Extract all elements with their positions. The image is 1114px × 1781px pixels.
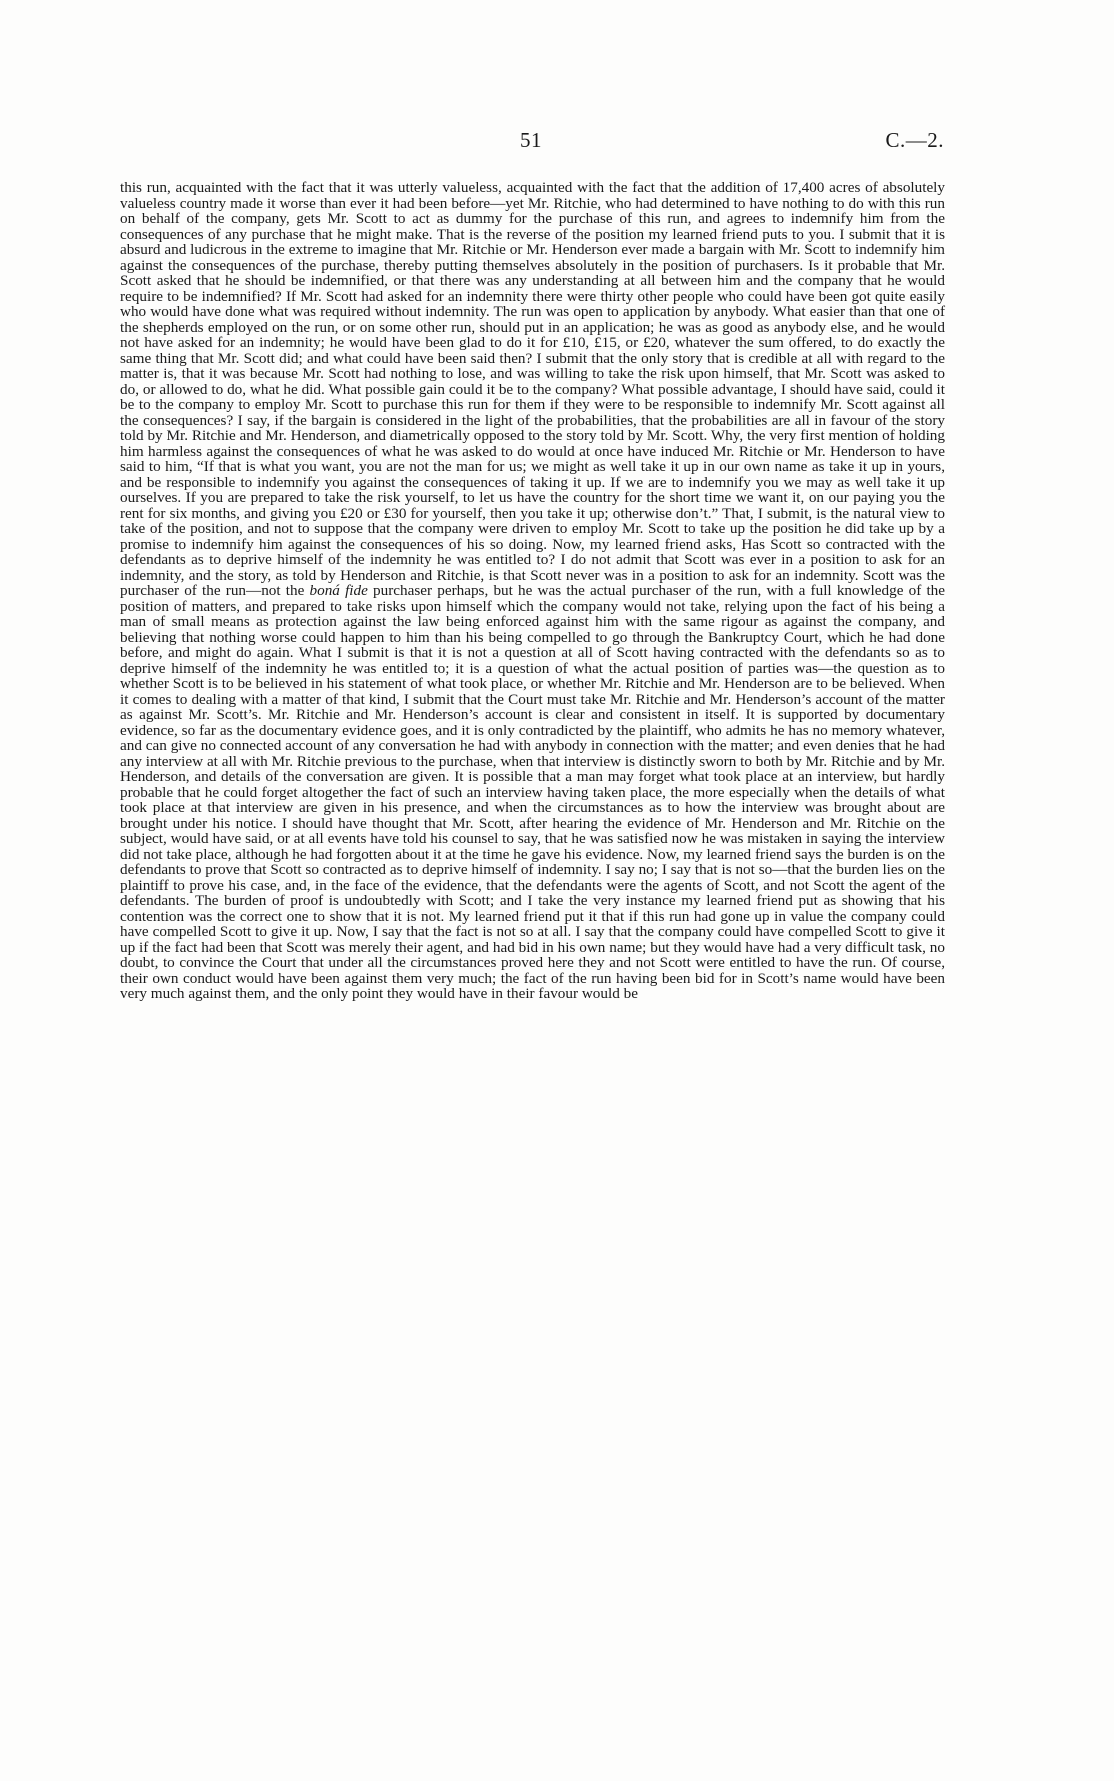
- paper-reference: C.—2.: [885, 128, 944, 152]
- body-text: [120, 180, 945, 1002]
- italic-phrase: boná fide: [309, 582, 368, 599]
- page-number: 51: [520, 128, 542, 152]
- paragraph: [120, 180, 945, 1002]
- text-segment-2: purchaser perhaps, but he was the actual purchaser of the run, with a full knowledge of the position of matters, and prepared to take risks upon himself which the company would not take, relying upon the fact of his being a man of small means as protection against the law being enforced against him with the same rigour as against the company, and believing that nothing worse could happen to him than his being compelled to go through the Bankruptcy Court, which he had done before, and might do again. What I submit is that it is not a question at all of Scott having contracted with the defendants so as to deprive himself of the indemnity he was entitled to; it is a question of what the actual position of parties was—the question as to whether Scott is to be believed in his statement of what took place, or whether Mr. Ritchie and Mr. Henderson are to be believed. When it comes to dealing with a matter of that kind, I submit that the Court must take Mr. Ritchie and Mr. Henderson’s account of the matter as against Mr. Scott’s. Mr. Ritchie and Mr. Henderson’s account is clear and consistent in itself. It is supported by documentary evidence, so far as the documentary evidence goes, and it is only contradicted by the plaintiff, who admits he has no memory whatever, and can give no connected account of any conversation he had with anybody in connection with the matter; and even denies that he had any interview at all with Mr. Ritchie previous to the purchase, when that interview is distinctly sworn to both by Mr. Ritchie and by Mr. Henderson, and details of the conversation are given. It is possible that a man may forget what took place at an interview, but hardly probable that he could forget altogether the fact of such an interview having taken place, the more especially when the details of what took place at that interview are given in his presence, and when the circumstances as to how the interview was brought about are brought under his notice. I should have thought that Mr. Scott, after hearing the evidence of Mr. Henderson and Mr. Ritchie on the subject, would have said, or at all events have told his counsel to say, that he was satisfied now he was mistaken in saying the interview did not take place, although he had forgotten about it at the time he gave his evidence. Now, my learned friend says the burden is on the defendants to prove that Scott so contracted as to deprive himself of indemnity. I say no; I say that is not so—that the burden lies on the plaintiff to prove his case, and, in the face of the evidence, that the defendants were the agents of Scott, and not Scott the agent of the defendants. The burden of proof is undoubtedly with Scott; and I take the very instance my learned friend put as showing that his contention was the correct one to show that it is not. My learned friend put it that if this run had gone up in value the company could have compelled Scott to give it up. Now, I say that the fact is not so at all. I say that the company could have compelled Scott to give it up if the fact had been that Scott was merely their agent, and had bid in his own name; but they would have had a very difficult task, no doubt, to convince the Court that under all the circumstances proved here they and not Scott were entitled to have the run. Of course, their own conduct would have been against them very much; the fact of the run having been bid for in Scott’s name would have been very much against them, and the only point they would have in their favour would be: [120, 582, 946, 1002]
- page-header: [0, 128, 1114, 158]
- text-segment-1: this run, acquainted with the fact that it was utterly valueless, acquainted with the fact that the addition of 17,400 acres of absolutely valueless country made it worse than ever it had been before—yet Mr. Ritchie, who had determined to have nothing to do with this run on behalf of the company, gets Mr. Scott to act as dummy for the purchase of this run, and agrees to indemnify him from the consequences of any purchase that he might make. That is the reverse of the position my learned friend puts to you. I submit that it is absurd and ludicrous in the extreme to imagine that Mr. Ritchie or Mr. Henderson ever made a bargain with Mr. Scott to indemnify him against the consequences of the purchase, thereby putting themselves absolutely in the position of purchasers. Is it probable that Mr. Scott asked that he should be indemnified, or that there was any understanding at all between him and the company that he would require to be indemnified? If Mr. Scott had asked for an indemnity there were thirty other people who could have been got quite easily who would have done what was required without indemnity. The run was open to application by anybody. What easier than that one of the shepherds employed on the run, or on some other run, should put in an application; he was as good as anybody else, and he would not have asked for an indemnity; he would have been glad to do it for £10, £15, or £20, whatever the sum offered, to do exactly the same thing that Mr. Scott did; and what could have been said then? I submit that the only story that is credible at all with regard to the matter is, that it was because Mr. Scott had nothing to lose, and was willing to take the risk upon himself, that Mr. Scott was asked to do, or allowed to do, what he did. What possible gain could it be to the company? What possible advantage, I should have said, could it be to the company to employ Mr. Scott to purchase this run for them if they were to be responsible to indemnify Mr. Scott against all the consequences? I say, if the bargain is considered in the light of the probabilities, that the probabilities are all in favour of the story told by Mr. Ritchie and Mr. Henderson, and diametrically opposed to the story told by Mr. Scott. Why, the very first mention of holding him harmless against the consequences of what he was asked to do would at once have induced Mr. Ritchie or Mr. Henderson to have said to him, “If that is what you want, you are not the man for us; we might as well take it up in our own name as take it up in yours, and be responsible to indemnify you against the consequences of taking it up. If we are to indemnify you we may as well take it up ourselves. If you are prepared to take the risk yourself, to let us have the country for the short time we want it, on our paying you the rent for six months, and giving you £20 or £30 for yourself, then you take it up; otherwise don’t.” That, I submit, is the natural view to take of the position, and not to suppose that the company were driven to employ Mr. Scott to take up the position he did take up by a promise to indemnify him against the consequences of his so doing. Now, my learned friend asks, Has Scott so contracted with the defendants as to deprive himself of the indemnity he was entitled to? I do not admit that Scott was ever in a position to ask for an indemnity, and the story, as told by Henderson and Ritchie, is that Scott never was in a position to ask for an indemnity. Scott was the purchaser of the run—not the: [120, 179, 945, 599]
